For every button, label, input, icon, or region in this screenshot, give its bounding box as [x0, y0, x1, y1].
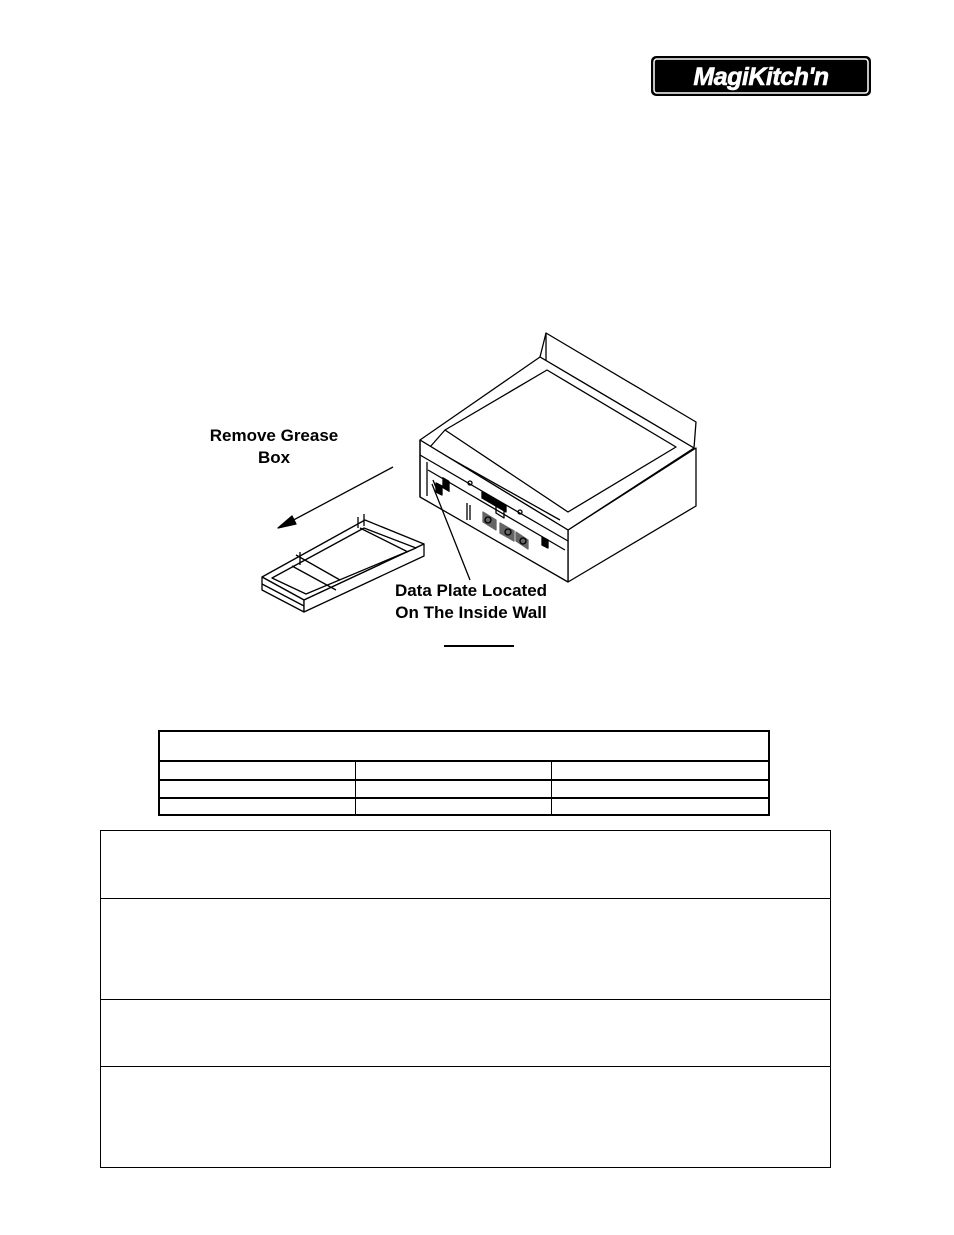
table-row	[160, 779, 768, 799]
note-row	[101, 831, 830, 899]
table-cell	[552, 797, 768, 814]
figure-caption-rule	[444, 645, 514, 647]
notes-box	[100, 830, 831, 1168]
note-row	[101, 1000, 830, 1067]
table-cell	[356, 779, 552, 797]
table-cell	[356, 797, 552, 814]
note-row	[101, 1067, 830, 1167]
data-plate-table	[158, 730, 770, 816]
table-header-cell	[160, 732, 768, 760]
label-line: On The Inside Wall	[395, 603, 547, 622]
data-plate-label	[380, 580, 562, 624]
table-cell	[552, 779, 768, 797]
table-cell	[356, 760, 552, 779]
table-cell	[160, 779, 356, 797]
remove-arrow	[278, 467, 393, 528]
table-cell	[160, 797, 356, 814]
table-header-row	[160, 732, 768, 762]
griddle-unit	[420, 333, 696, 582]
brand-logo	[650, 55, 872, 97]
table-row	[160, 760, 768, 781]
remove-grease-box-label	[190, 425, 358, 469]
label-line: Data Plate Located	[394, 581, 548, 600]
note-row	[101, 899, 830, 1000]
label-line: Remove Grease	[209, 426, 339, 445]
table-row	[160, 797, 768, 814]
table-cell	[552, 760, 768, 779]
logo-text: MagiKitch'n	[693, 63, 829, 91]
table-cell	[160, 760, 356, 779]
label-line: Box	[257, 448, 291, 467]
